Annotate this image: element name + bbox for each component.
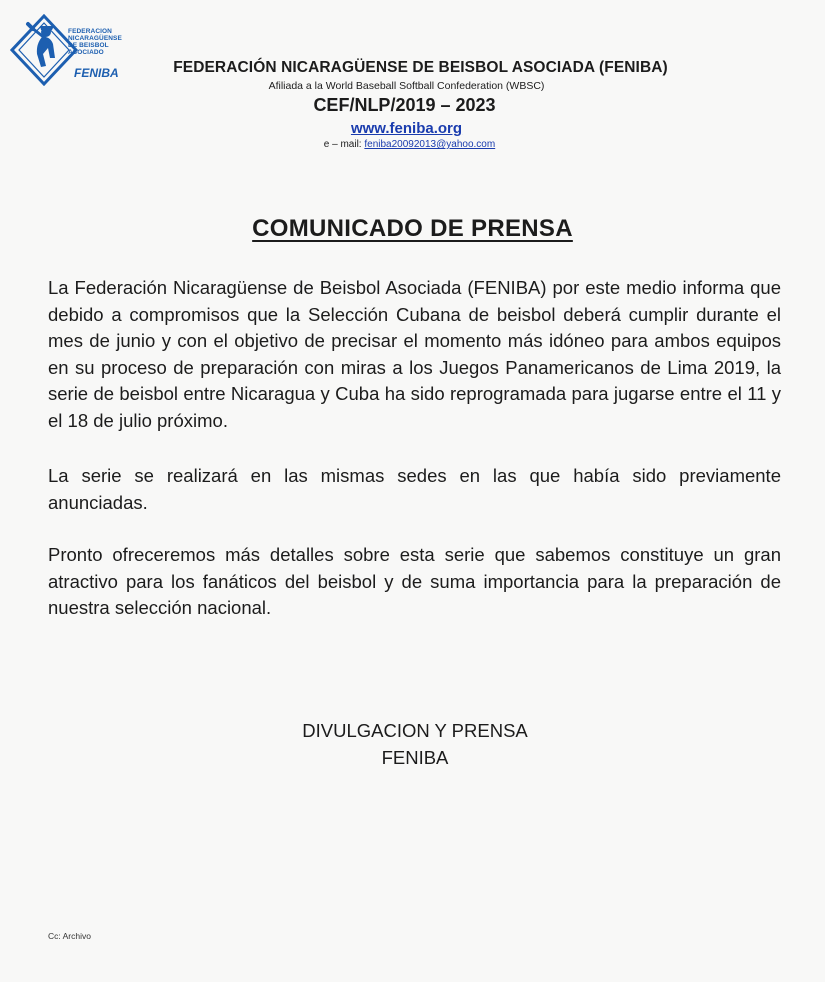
email-line xyxy=(0,139,822,150)
affiliation-line: Afiliada a la World Baseball Softball Confederation (WBSC) xyxy=(268,80,545,92)
email-label: e – mail: xyxy=(323,139,362,150)
document-title-text: COMUNICADO DE PRENSA xyxy=(252,215,573,242)
body-paragraph-2: La serie se realizará en las mismas sedes en las que había sido previamente anunciadas. xyxy=(48,465,781,513)
reference-code: CEF/NLP/2019 – 2023 xyxy=(313,95,496,115)
organization-name: FEDERACIÓN NICARAGÜENSE DE BEISBOL ASOCIADA (FENIBA) xyxy=(173,59,668,76)
email-link[interactable]: feniba20092013@yahoo.com xyxy=(364,139,496,150)
logo-text xyxy=(68,28,122,56)
copy-note: Cc: Archivo xyxy=(48,931,91,941)
body-paragraph-3: Pronto ofreceremos más detalles sobre esta serie que sabemos constituye un gran atractivo para los fanáticos del beisbol y de suma importancia para la preparación de nuestra selección nacional. xyxy=(48,544,781,619)
logo-line: ASOCIADO xyxy=(68,49,104,56)
document-title xyxy=(0,215,825,243)
body-paragraph-1: La Federación Nicaragüense de Beisbol Asociada (FENIBA) por este medio informa que debido a compromisos que la Selección Cubana de beisbol deberá cumplir durante el mes de junio y con el objetivo de precisar el momento más idóneo para ambos equipos en su proceso de preparación con miras a los Juegos Panamericanos de Lima 2019, la serie de beisbol entre Nicaragua y Cuba ha sido reprogramada para jugarse entre el 11 y el 18 de julio próximo. xyxy=(48,277,781,431)
signature-organization: FENIBA xyxy=(381,747,449,768)
logo-acronym: FENIBA xyxy=(74,66,119,80)
logo-line: DE BEISBOL xyxy=(68,42,109,49)
signature-department: DIVULGACION Y PRENSA xyxy=(302,720,528,741)
logo-line: FEDERACION xyxy=(68,28,112,35)
logo-line: NICARAGÜENSE xyxy=(68,35,122,42)
website-link[interactable]: www.feniba.org xyxy=(350,120,463,137)
